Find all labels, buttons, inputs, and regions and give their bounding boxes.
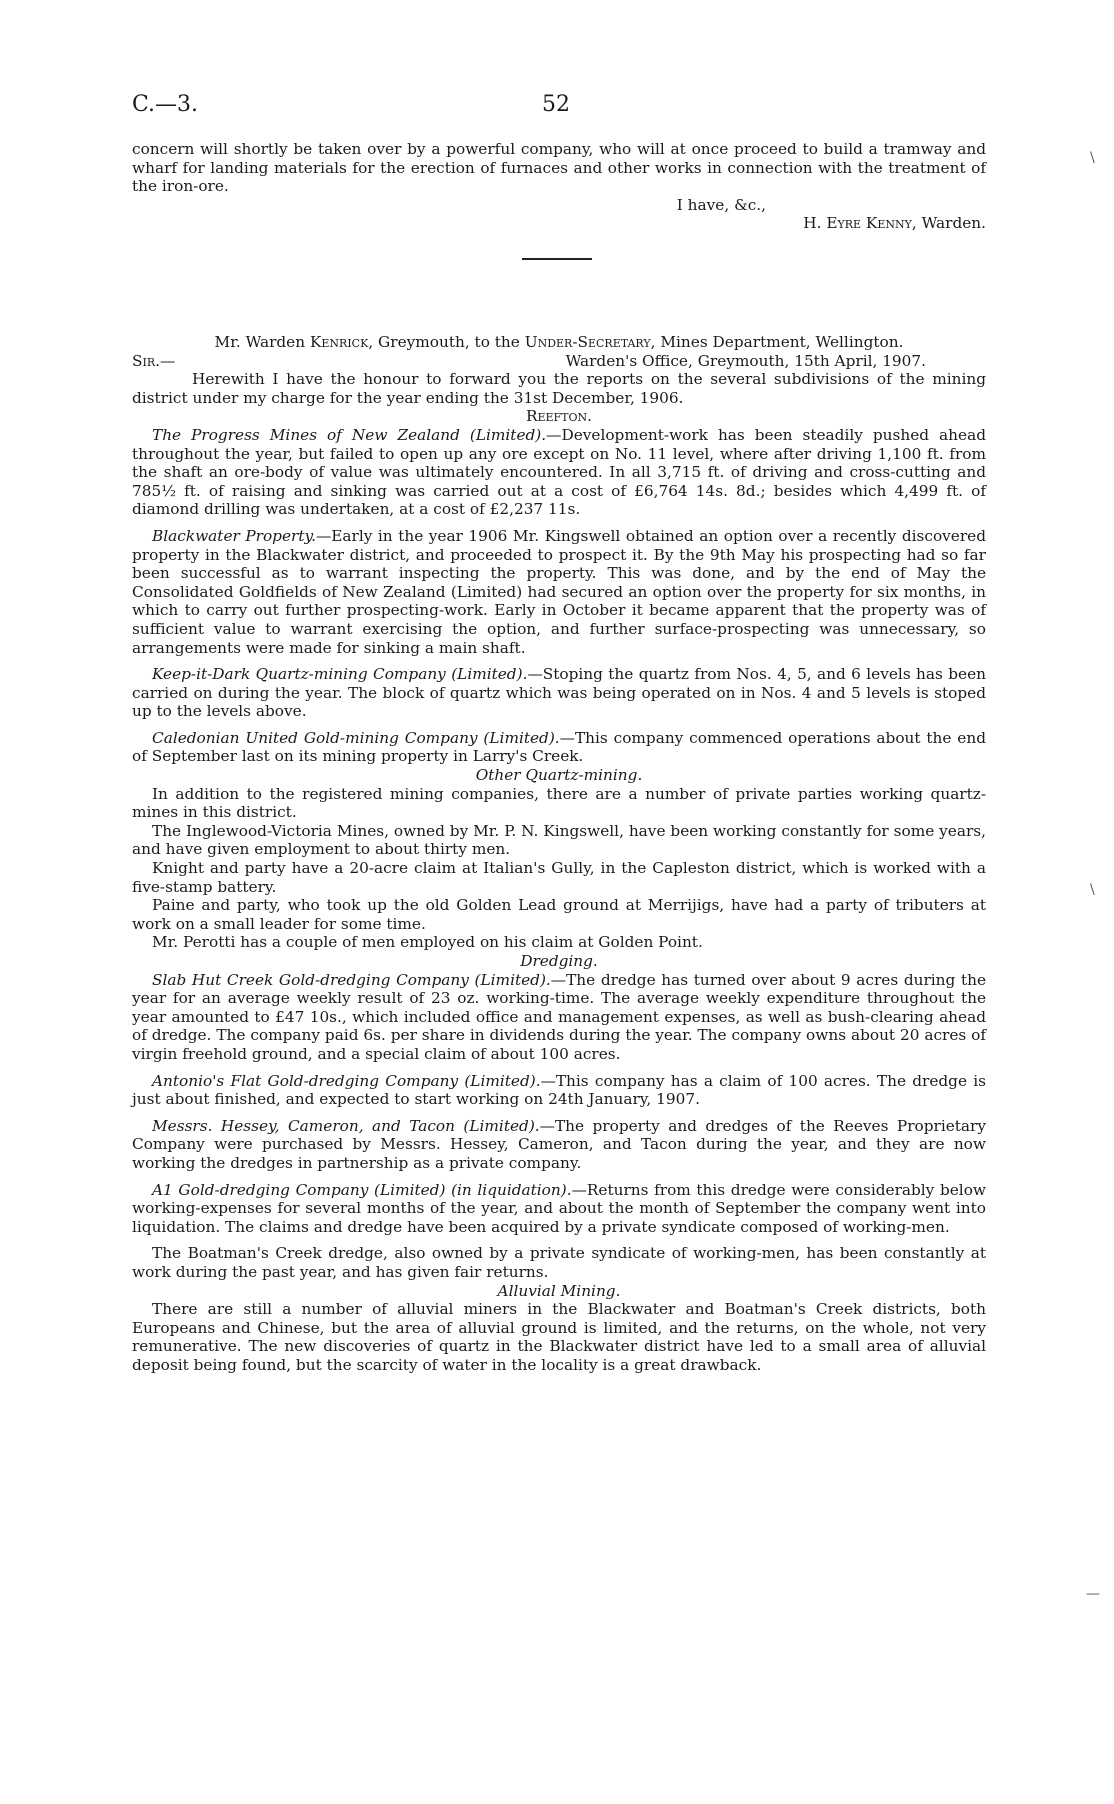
- opening-paragraph: Herewith I have the honour to forward you the reports on the several subdivisions of the mining district under my charge for the year ending the 31st December, 1906.: [132, 370, 986, 407]
- salutation-line: Sir.— Warden's Office, Greymouth, 15th April, 1907.: [132, 351, 926, 370]
- intro-section: [132, 140, 986, 233]
- signature-title: , Warden.: [911, 214, 986, 233]
- closing-line: I have, &c.,: [676, 195, 766, 214]
- paragraph: The Progress Mines of New Zealand (Limited).—Development-work has been steadily pushed ahead throughout the year, but failed to open up any ore except on No. 11 level, where after driving 1,100 ft. from the shaft an ore-body of value was ultimately encountered. In all 3,715 ft. of driving and cross-cutting and 785½ ft. of raising and sinking was carried out at a cost of £6,764 14s. 8d.; besides which 4,499 ft. of diamond drilling was undertaken, at a cost of £2,237 11s.: [132, 425, 986, 519]
- paragraph: Mr. Perotti has a couple of men employed on his claim at Golden Point.: [152, 933, 703, 952]
- dredging-heading: Dredging.: [520, 952, 598, 970]
- signature-name: H. Eyre Kenny: [803, 214, 912, 233]
- paragraph: Paine and party, who took up the old Golden Lead ground at Merrijigs, have had a party of tributers at work on a small leader for some time.: [132, 896, 986, 933]
- paragraph: Keep-it-Dark Quartz-mining Company (Limited).—Stoping the quartz from Nos. 4, 5, and 6 levels has been carried on during the year. The block of quartz which was being operated on in Nos. 4 and 5 levels is stoped up to the levels above.: [132, 665, 986, 721]
- document-reference: C.—3.: [132, 92, 199, 117]
- paragraph: In addition to the registered mining companies, there are a number of private parties working quartz-mines in this district.: [132, 784, 986, 822]
- paragraph: Caledonian United Gold-mining Company (Limited).—This company commenced operations about the end of September last on its mining property in Larry's Creek.: [132, 728, 986, 766]
- letter-section: [132, 333, 986, 1374]
- reefton-heading: Reefton.: [525, 407, 593, 426]
- margin-mark: —: [1086, 1586, 1100, 1602]
- paragraph: The Inglewood-Victoria Mines, owned by Mr. P. N. Kingswell, have been working constantly for some years, and have given employment to about thirty men.: [132, 821, 986, 859]
- paragraph: Knight and party have a 20-acre claim at Italian's Gully, in the Capleston district, which is worked with a five-stamp battery.: [132, 859, 986, 896]
- margin-mark: \: [1090, 882, 1095, 898]
- paragraph: Blackwater Property.—Early in the year 1906 Mr. Kingswell obtained an option over a recently discovered property in the Blackwater district, and proceeded to prospect it. By the 9th May his prospecting had so far been successful as to warrant inspecting the property. This was done, and by the end of May the Consolidated Goldfields of New Zealand (Limited) had secured an option over the property for six months, in which to carry out further prospecting-work. Early in October it became apparent that the property was of sufficient value to warrant exercising the option, and further surface-prospecting was unnecessary, so arrangements were made for sinking a main shaft.: [132, 526, 987, 657]
- margin-mark: \: [1090, 150, 1095, 166]
- paragraph: There are still a number of alluvial miners in the Blackwater and Boatman's Creek districts, both Europeans and Chinese, but the area of alluvial ground is limited, and the returns, on the whole, not very remunerative. The new discoveries of quartz in the Blackwater district have led to a small area of alluvial deposit being found, but the scarcity of water in the locality is a great drawback.: [132, 1300, 986, 1374]
- paragraph: Antonio's Flat Gold-dredging Company (Limited).—This company has a claim of 100 acres. The dredge is just about finished, and expected to start working on 24th January, 1907.: [132, 1071, 986, 1109]
- signature: [132, 214, 986, 233]
- paragraph: A1 Gold-dredging Company (Limited) (in liquidation).—Returns from this dredge were considerably below working-expenses for several months of the year, and about the month of September the company went into liquidation. The claims and dredge have been acquired by a private syndicate composed of working-men.: [132, 1180, 986, 1236]
- alluvial-heading: Alluvial Mining.: [497, 1281, 621, 1300]
- page-number: 52: [542, 92, 570, 117]
- paragraph: Slab Hut Creek Gold-dredging Company (Limited).—The dredge has turned over about 9 acres during the year for an average weekly result of 23 oz. working-time. The average weekly expenditure throughout the year amounted to £47 10s., which included office and management expenses, as well as bush-clearing ahead of dredge. The company paid 6s. per share in dividends during the year. The company owns about 20 acres of virgin freehold ground, and a special claim of about 100 acres.: [132, 970, 987, 1063]
- other-quartz-heading: Other Quartz-mining.: [475, 766, 643, 785]
- letter-address: Mr. Warden Kenrick, Greymouth, to the Under-Secretary, Mines Department, Wellington.: [214, 333, 904, 351]
- section-divider: [522, 258, 592, 260]
- paragraph: Messrs. Hessey, Cameron, and Tacon (Limited).—The property and dredges of the Reeves Proprietary Company were purchased by Messrs. Hessey, Cameron, and Tacon during the year, and they are now working the dredges in partnership as a private company.: [132, 1116, 986, 1172]
- office-date: Warden's Office, Greymouth, 15th April, 1907.: [565, 351, 926, 370]
- intro-paragraph: concern will shortly be taken over by a powerful company, who will at once proceed to build a tramway and wharf for landing materials for the erection of furnaces and other works in connection with the treatment of the iron-ore.: [132, 140, 986, 196]
- paragraph: The Boatman's Creek dredge, also owned by a private syndicate of working-men, has been constantly at work during the past year, and has given fair returns.: [132, 1244, 986, 1281]
